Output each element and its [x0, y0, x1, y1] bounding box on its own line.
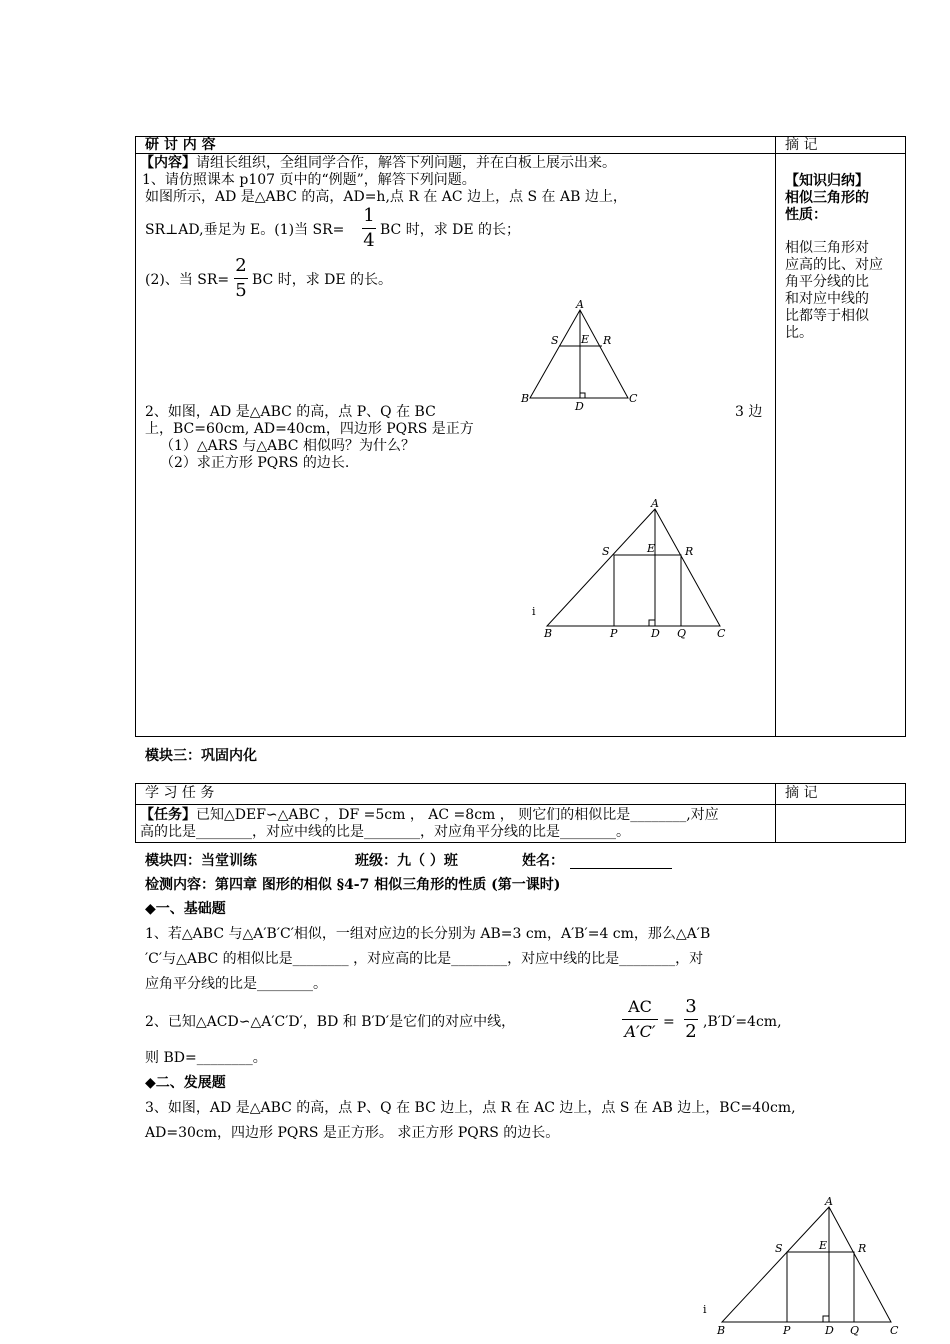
label-E: E [581, 333, 590, 346]
exercise-1-line: 1、若△ABC 与△A′B′C′相似，一组对应边的长分别为 AB=3 cm，A′B′=4 cm，那么△A′B [145, 926, 711, 942]
module-4-title: 模块四：当堂训练 [145, 853, 257, 869]
frac-den: 4 [363, 230, 375, 251]
side-body-line: 比都等于相似 [785, 308, 869, 324]
fraction-three-halves [684, 996, 698, 1043]
content-line: BC 时，求 DE 的长。 [252, 272, 393, 288]
topic-line: 检测内容：第四章 图形的相似 §4-7 相似三角形的性质 (第一课时) [145, 877, 561, 893]
content-text: 请组长组织，全组同学合作，解答下列问题，并在白板上展示出来。 [196, 155, 616, 171]
label-D: D [825, 1324, 834, 1337]
content-tag: 【内容】 [140, 155, 196, 171]
exercise-1-line: 应角平分线的比是________。 [145, 976, 327, 992]
exercise-3-line: 3、如图，AD 是△ABC 的高，点 P、Q 在 BC 边上，点 R 在 AC 边上，点 S 在 AB 边上，BC=40cm, [145, 1100, 796, 1116]
label-C: C [717, 627, 726, 640]
label-S: S [602, 545, 610, 558]
frac-den: A′C′ [624, 1022, 656, 1041]
side-title: 相似三角形的 [785, 190, 869, 206]
label-Q: Q [850, 1324, 860, 1337]
section-1-title: ◆一、基础题 [145, 901, 226, 917]
side-title: 性质： [785, 207, 827, 223]
label-C: C [890, 1324, 899, 1337]
label-B: B [544, 627, 553, 640]
content-line: (2)、当 SR= [145, 272, 230, 288]
label-B: B [717, 1324, 726, 1337]
table-header-right: 摘 记 [785, 137, 818, 153]
label-E: E [647, 542, 656, 555]
fraction-ac-ratio [622, 996, 658, 1043]
table-header-right: 摘 记 [785, 785, 818, 801]
frac-den: 5 [235, 280, 247, 301]
side-body-line: 应高的比、对应 [785, 257, 883, 273]
fraction-two-fifths [234, 255, 248, 302]
section-2-title: ◆二、发展题 [145, 1075, 226, 1091]
exercise-2-line: ,B′D′=4cm, [703, 1014, 782, 1030]
label-A: A [825, 1195, 833, 1208]
side-body-line: 相似三角形对 [785, 240, 869, 256]
exercise-2-line: 2、已知△ACD∽△A′C′D′，BD 和 B′D′是它们的对应中线， [145, 1014, 516, 1030]
table-divider [135, 804, 906, 805]
class-label: 班级：九（ ）班 [355, 853, 458, 869]
label-E: E [819, 1239, 828, 1252]
task-line: 高的比是________，对应中线的比是________，对应角平分线的比是________。 [140, 824, 630, 840]
question-2-sub: （1）△ARS 与△ABC 相似吗？为什么？ [160, 438, 415, 454]
question-2-line: 2、如图，AD 是△ABC 的高，点 P、Q 在 BC [145, 404, 436, 420]
triangle-figure-1 [515, 298, 645, 413]
task-tag: 【任务】 [140, 807, 196, 823]
task-line [140, 807, 719, 824]
name-blank [570, 868, 672, 869]
content-line: BC 时，求 DE 的长； [380, 222, 521, 238]
question-2-line: 上，BC=60cm, AD=40cm，四边形 PQRS 是正方 [145, 421, 474, 437]
label-D: D [575, 400, 584, 413]
label-S: S [775, 1242, 783, 1255]
question-2-line: 3 边 [735, 404, 763, 420]
square-triangle-figure-3 [695, 1195, 905, 1340]
label-A: A [651, 497, 659, 510]
equals-sign: = [663, 1014, 675, 1030]
svg-text:i: i [703, 1303, 707, 1316]
question-2-sub: （2）求正方形 PQRS 的边长. [160, 455, 350, 471]
table-divider [775, 136, 776, 737]
table-header-left: 学 习 任 务 [145, 785, 215, 801]
content-line: 1、请仿照课本 p107 页中的“例题”，解答下列问题。 [142, 172, 476, 188]
frac-num: AC [628, 997, 652, 1016]
label-P: P [610, 627, 618, 640]
label-R: R [685, 545, 694, 558]
label-P: P [783, 1324, 791, 1337]
square-triangle-figure-2 [525, 497, 735, 642]
svg-text:i: i [532, 605, 536, 618]
content-line: SR⊥AD,垂足为 E。(1)当 SR= [145, 222, 345, 238]
task-text: 已知△DEF∽△ABC ，DF =5cm ， AC =8cm ， 则它们的相似比是________,对应 [196, 807, 719, 823]
fraction-one-quarter [362, 205, 376, 252]
exercise-3-line: AD=30cm，四边形 PQRS 是正方形。 求正方形 PQRS 的边长。 [145, 1125, 560, 1141]
label-R: R [603, 334, 612, 347]
side-body-line: 和对应中线的 [785, 291, 869, 307]
module-3-title: 模块三：巩固内化 [145, 748, 257, 764]
label-C: C [629, 392, 638, 405]
name-label: 姓名： [522, 853, 564, 869]
label-A: A [576, 298, 584, 311]
content-line: 如图所示，AD 是△ABC 的高，AD=h,点 R 在 AC 边上，点 S 在 AB 边上， [145, 189, 627, 205]
label-B: B [521, 392, 530, 405]
frac-num: 1 [363, 205, 375, 226]
exercise-2-line: 则 BD=________。 [145, 1050, 267, 1066]
table-divider [775, 783, 776, 843]
label-Q: Q [677, 627, 687, 640]
side-title: 【知识归纳】 [785, 173, 869, 189]
content-line [140, 155, 616, 172]
side-body-line: 比。 [785, 325, 813, 341]
table-header-left: 研 讨 内 容 [145, 137, 216, 153]
label-R: R [858, 1242, 867, 1255]
frac-den: 2 [685, 1021, 697, 1042]
label-S: S [551, 334, 559, 347]
label-D: D [651, 627, 660, 640]
side-body-line: 角平分线的比 [785, 274, 869, 290]
frac-num: 2 [235, 255, 247, 276]
frac-num: 3 [685, 996, 697, 1017]
exercise-1-line: ′C′与△ABC 的相似比是________ ，对应高的比是________，对应中线的比是________，对 [145, 951, 704, 967]
